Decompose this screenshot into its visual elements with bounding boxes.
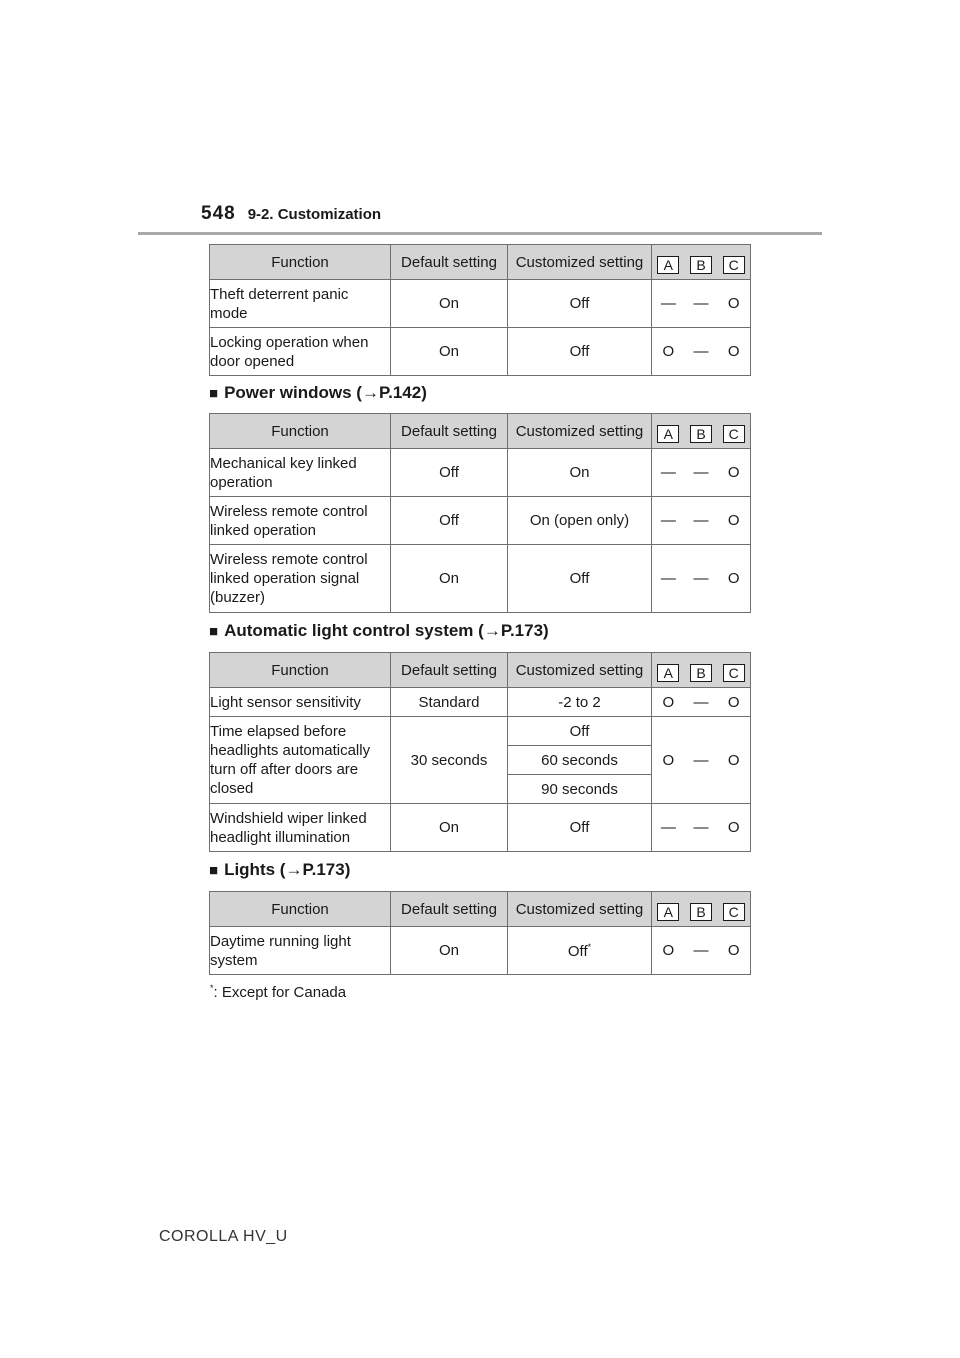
mark-c: O <box>727 751 740 769</box>
table-header-row <box>210 653 751 688</box>
letter-a-box: A <box>657 903 679 921</box>
default-cell: On <box>391 280 508 328</box>
column-header-abc <box>652 653 751 688</box>
page-reference: P.173) <box>500 621 549 640</box>
column-header-abc <box>652 245 751 280</box>
letter-a-box: A <box>657 664 679 682</box>
column-header-default: Default setting <box>391 653 508 688</box>
mark-b: — <box>693 464 709 481</box>
square-bullet-icon: ■ <box>209 384 219 402</box>
table-row <box>210 717 751 746</box>
table-row <box>210 328 751 376</box>
table-row <box>210 280 751 328</box>
mark-a: — <box>660 819 676 836</box>
mark-a: O <box>662 343 675 360</box>
function-cell: Wireless remote control linked operation signal (buzzer) <box>210 545 391 613</box>
function-cell: Light sensor sensitivity <box>210 688 391 717</box>
mark-a: — <box>660 295 676 312</box>
letter-c-box: C <box>723 425 745 443</box>
customized-option-cell: 60 seconds <box>508 746 652 775</box>
table-row <box>210 545 751 613</box>
mark-c: O <box>727 942 740 959</box>
abc-cell <box>652 688 751 717</box>
customized-cell: Off <box>508 545 652 613</box>
customized-cell: Off <box>508 804 652 852</box>
mark-b: — <box>693 570 709 587</box>
square-bullet-icon: ■ <box>209 622 219 640</box>
mark-b: — <box>693 942 709 959</box>
default-cell: Off <box>391 497 508 545</box>
mark-c: O <box>727 464 740 481</box>
column-header-customized: Customized setting <box>508 653 652 688</box>
mark-b: — <box>693 343 709 360</box>
abc-cell <box>652 545 751 613</box>
column-header-customized: Customized setting <box>508 892 652 927</box>
function-cell: Theft deterrent panic mode <box>210 280 391 328</box>
page-number: 548 <box>201 203 236 224</box>
abc-cell <box>652 804 751 852</box>
section-heading-power-windows <box>209 383 427 403</box>
section-title: 9-2. Customization <box>247 206 382 223</box>
footnote-marker: * <box>210 983 214 993</box>
letter-c-box: C <box>723 903 745 921</box>
mark-a: O <box>662 693 675 711</box>
mark-b: — <box>693 512 709 529</box>
default-cell: Standard <box>391 688 508 717</box>
letter-b-box: B <box>690 903 712 921</box>
mark-c: O <box>727 295 740 312</box>
column-header-customized: Customized setting <box>508 245 652 280</box>
column-header-abc <box>652 892 751 927</box>
section-heading-lights <box>209 860 350 880</box>
heading-text: Lights ( <box>224 860 286 879</box>
letter-c-box: C <box>723 664 745 682</box>
mark-b: — <box>693 693 709 711</box>
settings-table-automatic-light <box>209 652 751 852</box>
customized-cell: -2 to 2 <box>508 688 652 717</box>
mark-c: O <box>727 570 740 587</box>
footnote-marker: * <box>587 941 592 952</box>
settings-table-security <box>209 244 751 376</box>
default-cell: On <box>391 545 508 613</box>
mark-b: — <box>693 751 709 769</box>
column-header-function: Function <box>210 414 391 449</box>
settings-table-lights <box>209 891 751 975</box>
customized-option-cell: 90 seconds <box>508 775 652 804</box>
function-cell: Time elapsed before headlights automatically turn off after doors are closed <box>210 717 391 804</box>
mark-a: — <box>660 464 676 481</box>
letter-a-box: A <box>657 256 679 274</box>
section-heading-automatic-light <box>209 621 549 641</box>
column-header-function: Function <box>210 653 391 688</box>
mark-c: O <box>727 693 740 711</box>
table-row <box>210 449 751 497</box>
customized-cell: On (open only) <box>508 497 652 545</box>
abc-cell <box>652 449 751 497</box>
function-cell: Mechanical key linked operation <box>210 449 391 497</box>
arrow-right-icon: → <box>361 383 379 402</box>
column-header-function: Function <box>210 892 391 927</box>
letter-b-box: B <box>690 256 712 274</box>
column-header-default: Default setting <box>391 414 508 449</box>
function-cell: Wireless remote control linked operation <box>210 497 391 545</box>
page-header <box>201 203 381 225</box>
mark-a: — <box>660 570 676 587</box>
customized-option-cell: Off <box>508 717 652 746</box>
heading-text: Power windows ( <box>224 383 362 402</box>
mark-b: — <box>693 295 709 312</box>
abc-cell <box>652 497 751 545</box>
customized-cell <box>508 927 652 975</box>
function-cell: Windshield wiper linked headlight illumination <box>210 804 391 852</box>
arrow-right-icon: → <box>285 860 303 879</box>
footnote <box>210 983 346 1001</box>
customized-value: Off <box>567 942 588 960</box>
footnote-text: : Except for Canada <box>213 984 347 1001</box>
table-row <box>210 688 751 717</box>
abc-cell <box>652 927 751 975</box>
arrow-right-icon: → <box>483 621 501 640</box>
table-header-row <box>210 892 751 927</box>
abc-cell <box>652 280 751 328</box>
mark-a: — <box>660 512 676 529</box>
default-cell: 30 seconds <box>391 717 508 804</box>
model-identifier: COROLLA HV_U <box>159 1228 288 1245</box>
column-header-function: Function <box>210 245 391 280</box>
column-header-default: Default setting <box>391 245 508 280</box>
square-bullet-icon: ■ <box>209 861 219 879</box>
abc-cell <box>652 717 751 804</box>
letter-b-box: B <box>690 425 712 443</box>
header-rule <box>138 232 822 235</box>
mark-b: — <box>693 819 709 836</box>
default-cell: On <box>391 804 508 852</box>
letter-b-box: B <box>690 664 712 682</box>
settings-table-power-windows <box>209 413 751 613</box>
abc-cell <box>652 328 751 376</box>
table-header-row <box>210 414 751 449</box>
page-reference: P.142) <box>378 383 427 402</box>
customized-cell: Off <box>508 328 652 376</box>
letter-c-box: C <box>723 256 745 274</box>
mark-c: O <box>727 343 740 360</box>
table-row <box>210 927 751 975</box>
function-cell: Locking operation when door opened <box>210 328 391 376</box>
mark-a: O <box>662 751 675 769</box>
heading-text: Automatic light control system ( <box>224 621 484 640</box>
default-cell: On <box>391 328 508 376</box>
default-cell: Off <box>391 449 508 497</box>
table-row <box>210 804 751 852</box>
column-header-customized: Customized setting <box>508 414 652 449</box>
page-reference: P.173) <box>302 860 351 879</box>
table-row <box>210 497 751 545</box>
customized-cell: On <box>508 449 652 497</box>
mark-a: O <box>662 942 675 959</box>
customized-cell: Off <box>508 280 652 328</box>
column-header-abc <box>652 414 751 449</box>
default-cell: On <box>391 927 508 975</box>
function-cell: Daytime running light system <box>210 927 391 975</box>
column-header-default: Default setting <box>391 892 508 927</box>
letter-a-box: A <box>657 425 679 443</box>
table-header-row <box>210 245 751 280</box>
mark-c: O <box>727 512 740 529</box>
mark-c: O <box>727 819 740 836</box>
